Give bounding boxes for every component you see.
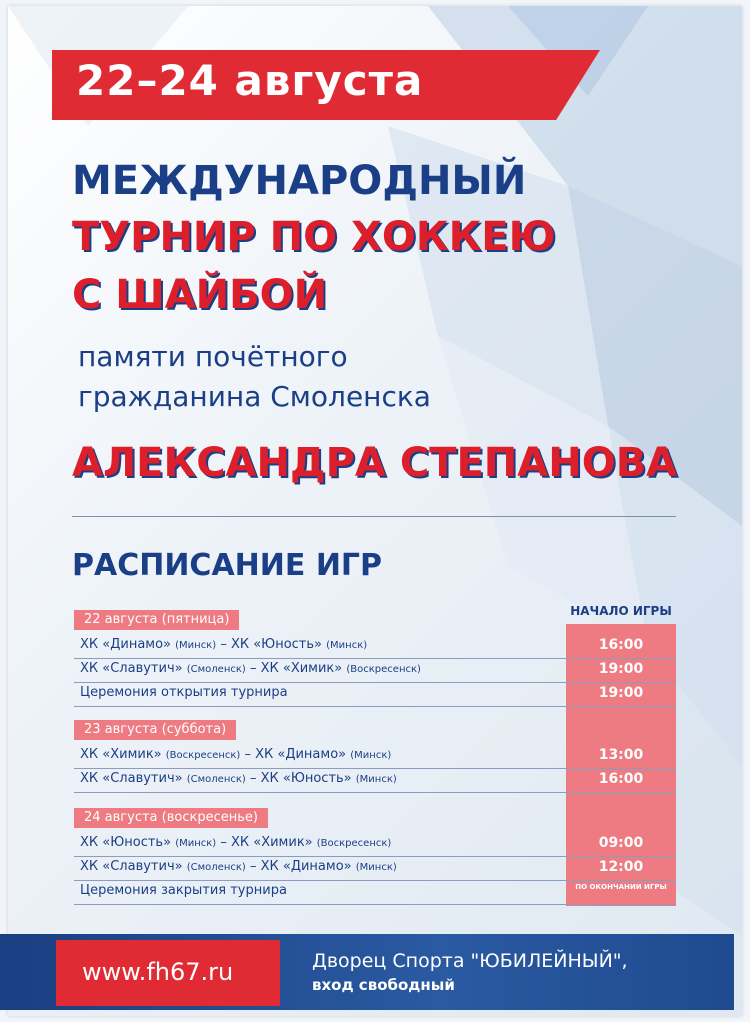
table-row <box>74 880 676 905</box>
table-row <box>74 832 676 857</box>
table-row <box>74 856 676 881</box>
entry-note: вход свободный <box>312 976 455 994</box>
table-row <box>74 634 676 659</box>
honoree-name: АЛЕКСАНДРА СТЕПАНОВА <box>72 440 678 486</box>
day-label-1: 22 августа (пятница) <box>74 610 239 630</box>
table-row <box>74 658 676 683</box>
subtitle-line-1: памяти почётного <box>78 340 348 373</box>
divider <box>72 516 676 517</box>
start-time: 16:00 <box>598 637 644 653</box>
start-time: 12:00 <box>598 859 644 875</box>
event-text: Церемония закрытия турнира <box>80 883 287 898</box>
start-time: 16:00 <box>598 771 644 787</box>
schedule-title: РАСПИСАНИЕ ИГР <box>72 548 383 583</box>
day-label-3: 24 августа (воскресенье) <box>74 808 268 828</box>
match-text: ХК «Славутич» (Смоленск) – ХК «Динамо» (Минск) <box>80 859 397 874</box>
event-text: Церемония открытия турнира <box>80 685 288 700</box>
table-row <box>74 744 676 769</box>
match-text: ХК «Химик» (Воскресенск) – ХК «Динамо» (Минск) <box>80 747 392 762</box>
match-text: ХК «Динамо» (Минск) – ХК «Юность» (Минск) <box>80 637 368 652</box>
table-row <box>74 768 676 793</box>
venue-name: Дворец Спорта "ЮБИЛЕЙНЫЙ", <box>312 950 628 972</box>
subtitle-line-2: гражданина Смоленска <box>78 380 431 413</box>
title-line-3: С ШАЙБОЙ <box>72 272 328 318</box>
start-time: 19:00 <box>598 685 644 701</box>
table-row <box>74 682 676 707</box>
match-text: ХК «Славутич» (Смоленск) – ХК «Химик» (Воскресенск) <box>80 661 421 676</box>
start-time: ПО ОКОНЧАНИИ ИГРЫ <box>575 883 667 891</box>
match-text: ХК «Юность» (Минск) – ХК «Химик» (Воскресенск) <box>80 835 392 850</box>
start-time: 19:00 <box>598 661 644 677</box>
title-line-1: МЕЖДУНАРОДНЫЙ <box>72 158 527 204</box>
start-time: 13:00 <box>598 747 644 763</box>
start-time: 09:00 <box>598 835 644 851</box>
match-text: ХК «Славутич» (Смоленск) – ХК «Юность» (Минск) <box>80 771 397 786</box>
start-time-header: НАЧАЛО ИГРЫ <box>570 604 672 618</box>
event-dates: 22–24 августа <box>76 56 424 105</box>
website-link[interactable]: www.fh67.ru <box>82 958 234 986</box>
day-label-2: 23 августа (суббота) <box>74 720 236 740</box>
title-line-2: ТУРНИР ПО ХОККЕЮ <box>72 214 556 260</box>
